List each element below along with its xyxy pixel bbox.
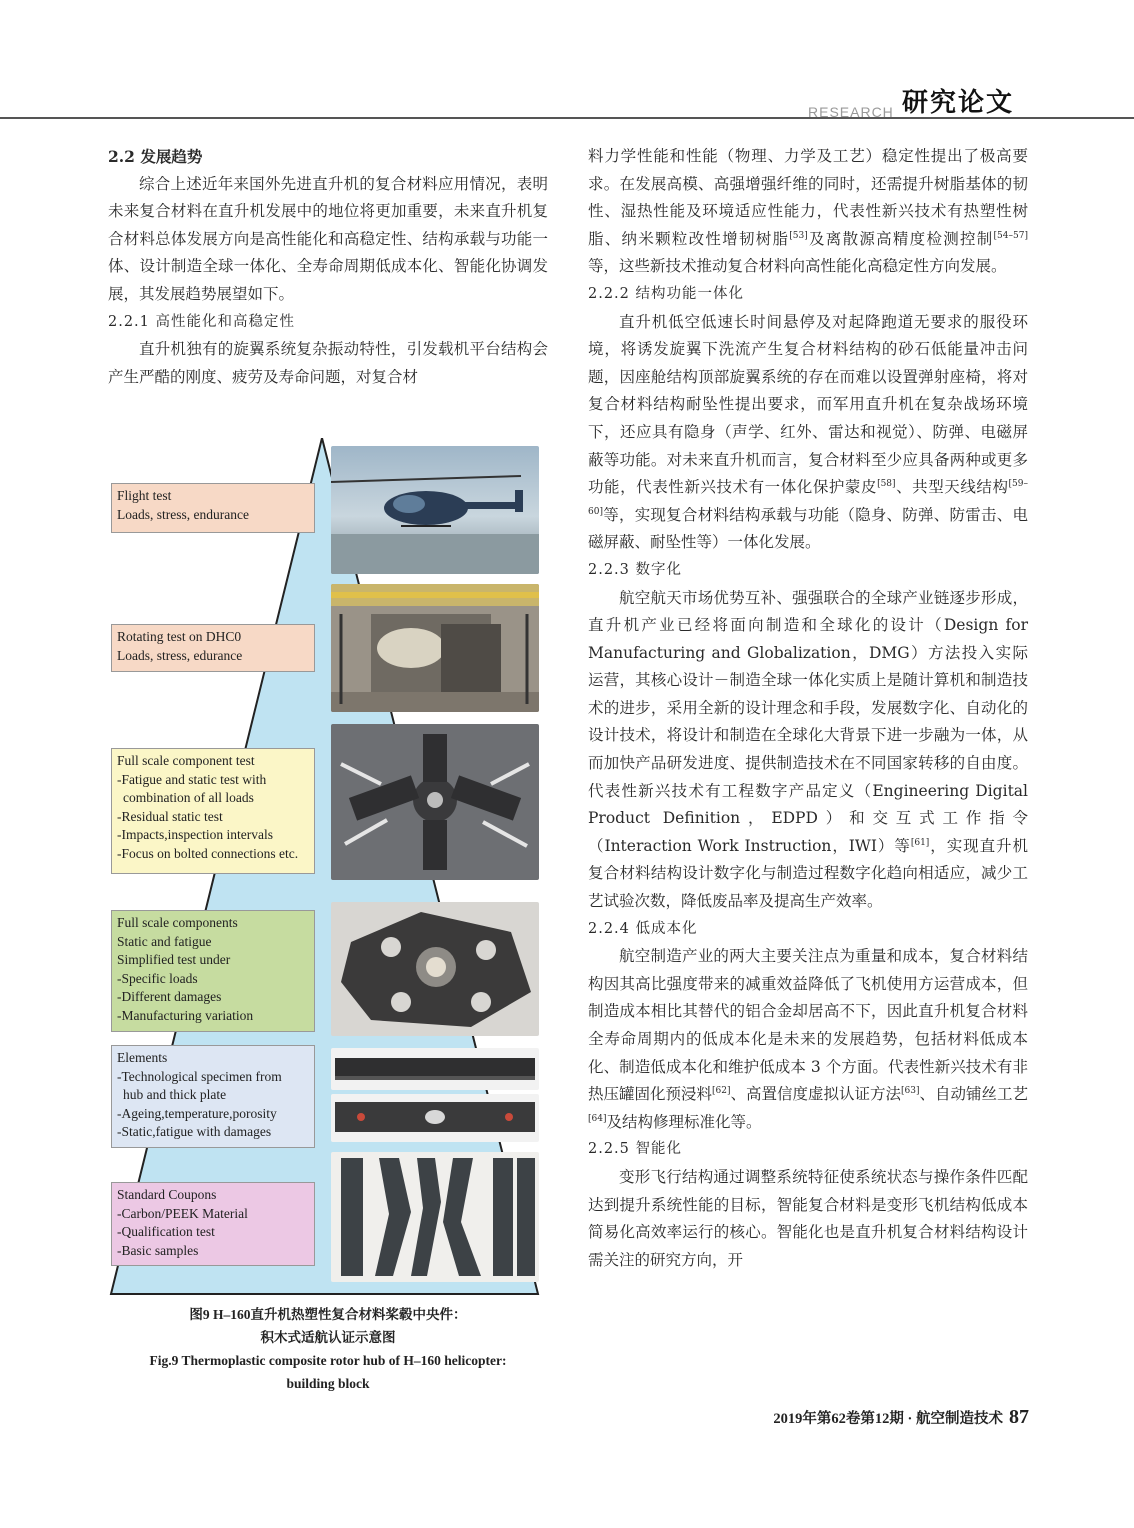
specimen-plate-photo [331, 1094, 539, 1142]
paragraph-2-2-4: 航空制造产业的两大主要关注点为重量和成本，复合材料结构因其高比强度带来的减重效益降低了飞机使用方运营成本，但制造成本相比其替代的铝合金却居高不下，因此直升机复合材料全寿命周期内的低成本化是未来的发展趋势，包括材料低成本化、制造低成本化和维护低成本 3 个方面。代表性新兴技术有非热压罐固化预浸料[62]、高置信度虚拟认证方法[63]、自动铺丝工艺[64]及结构修理标准化等。 [588, 947, 1029, 1131]
citation-61[interactable]: [61] [910, 837, 930, 848]
citation-58[interactable]: [58] [877, 478, 896, 489]
citation-53[interactable]: [53] [789, 230, 808, 241]
figure-9 [108, 438, 548, 1296]
caption-cn-line1: 图9 H–160直升机热塑性复合材料桨毂中央件： [189, 1307, 467, 1322]
citation-59-60[interactable]: [59–60] [588, 478, 1028, 517]
paragraph-2-2-3: 航空航天市场优势互补、强强联合的全球产业链逐步形成，直升机产业已经将面向制造和全球化的设计（Design for Manufacturing and Globalization，DMG）方法投入实际运营，其核心设计－制造全球一体化实质上是随计算机和制造技术的进步，采用全新的设计理念和手段，发展数字化、自动化的设计技术，将设计和制造在全球化大背景下进一步融为一体，从而加快产品研发进度、提供制造技术在不同国家转移的自由度。代表性新兴技术有工程数字产品定义（Engineering Digital Product Definition，EDPD）和交互式工作指令（Interaction Work Instruction，IWI）等[61]，实现直升机复合材料结构设计数字化与制造过程数字化趋向相适应，减少工艺试验次数，降低废品率及提高生产效率。 [588, 588, 1028, 911]
section-heading-2-2: 2.2 发展趋势 [108, 147, 203, 166]
helicopter-photo [331, 446, 539, 574]
level-flight-test: Flight test Loads, stress, endurance [111, 483, 315, 533]
hub-component-test-photo [331, 724, 539, 880]
caption-cn-line2: 积木式适航认证示意图 [260, 1330, 396, 1345]
header-title: 研究论文 [902, 88, 1015, 118]
level-full-scale-component: Full scale component test -Fatigue and static test with combination of all loads -Residual static test -Impacts,inspection intervals -Focus on bolted connections etc. [111, 748, 315, 874]
caption-en-line2: building block [286, 1376, 370, 1391]
citation-63[interactable]: [63] [901, 1086, 920, 1097]
section-heading-2-2-2: 2.2.2 结构功能一体化 [588, 285, 745, 302]
paragraph-continued: 料力学性能和性能（物理、力学及工艺）稳定性提出了极高要求。在发展高模、高强增强纤维的同时，还需提升树脂基体的韧性、湿热性能及环境适应性能力，代表性新兴技术有热塑性树脂、纳米颗粒改性增韧树脂[53]及离散源高精度检测控制[54–57]等，这些新技术推动复合材料向高性能化高稳定性方向发展。 [588, 147, 1028, 276]
level-full-scale-components: Full scale components Static and fatigue Simplified test under -Specific loads -Different damages -Manufacturing variation [111, 910, 315, 1032]
level-elements: Elements -Technological specimen from hub and thick plate -Ageing,temperature,porosity -Static,fatigue with damages [111, 1045, 315, 1148]
specimen-bar-photo [331, 1048, 539, 1090]
citation-54-57[interactable]: [54–57] [993, 230, 1028, 241]
citation-64[interactable]: [64] [588, 1113, 607, 1124]
paragraph-2-2-5: 变形飞行结构通过调整系统特征使系统状态与操作条件匹配达到提升系统性能的目标，智能复合材料是变形飞机结构低成本简易化高效率运行的核心。智能化也是直升机复合材料结构设计需关注的研究方向，开 [588, 1167, 1028, 1269]
level-standard-coupons: Standard Coupons -Carbon/PEEK Material -Qualification test -Basic samples [111, 1182, 315, 1266]
hub-component-photo [331, 902, 539, 1036]
page-footer [773, 1406, 1029, 1429]
section-heading-2-2-3: 2.2.3 数字化 [588, 561, 683, 578]
section-heading-2-2-1: 2.2.1 高性能化和高稳定性 [108, 313, 296, 330]
header-tag: RESEARCH [808, 104, 894, 120]
right-column [588, 143, 1028, 1274]
rotating-test-rig-photo [331, 584, 539, 712]
left-column [108, 143, 548, 391]
page-number: 87 [1009, 1406, 1029, 1428]
paragraph-2-2-1: 直升机独有的旋翼系统复杂振动特性，引发载机平台结构会产生严酷的刚度、疲劳及寿命问题，对复合材 [108, 340, 548, 386]
figure-caption [108, 1303, 548, 1395]
section-heading-2-2-5: 2.2.5 智能化 [588, 1141, 683, 1158]
level-rotating-test: Rotating test on DHC0 Loads, stress, edurance [111, 624, 315, 672]
section-heading-2-2-4: 2.2.4 低成本化 [588, 920, 698, 937]
paragraph-intro: 综合上述近年来国外先进直升机的复合材料应用情况，表明未来复合材料在直升机发展中的地位将更加重要，未来直升机复合材料总体发展方向是高性能化和高稳定性、结构承载与功能一体、设计制造全球一体化、全寿命周期低成本化、智能化协调发展，其发展趋势展望如下。 [108, 174, 548, 303]
citation-62[interactable]: [62] [712, 1086, 731, 1097]
caption-en-line1: Fig.9 Thermoplastic composite rotor hub of H–160 helicopter: [149, 1353, 507, 1368]
journal-issue: 2019年第62卷第12期 · 航空制造技术 [773, 1411, 1003, 1427]
coupons-photo [331, 1152, 539, 1282]
paragraph-2-2-2: 直升机低空低速长时间悬停及对起降跑道无要求的服役环境，将诱发旋翼下洗流产生复合材料结构的砂石低能量冲击问题，因座舱结构顶部旋翼系统的存在而难以设置弹射座椅，将对复合材料结构耐坠性提出要求，而军用直升机在复杂战场环境下，还应具有隐身（声学、红外、雷达和视觉）、防弹、电磁屏蔽等功能。对未来直升机而言，复合材料至少应具备两种或更多功能，代表性新兴技术有一体化保护蒙皮[58]、共型天线结构[59–60]等，实现复合材料结构承载与功能（隐身、防弹、防雷击、电磁屏蔽、耐坠性等）一体化发展。 [588, 312, 1028, 552]
